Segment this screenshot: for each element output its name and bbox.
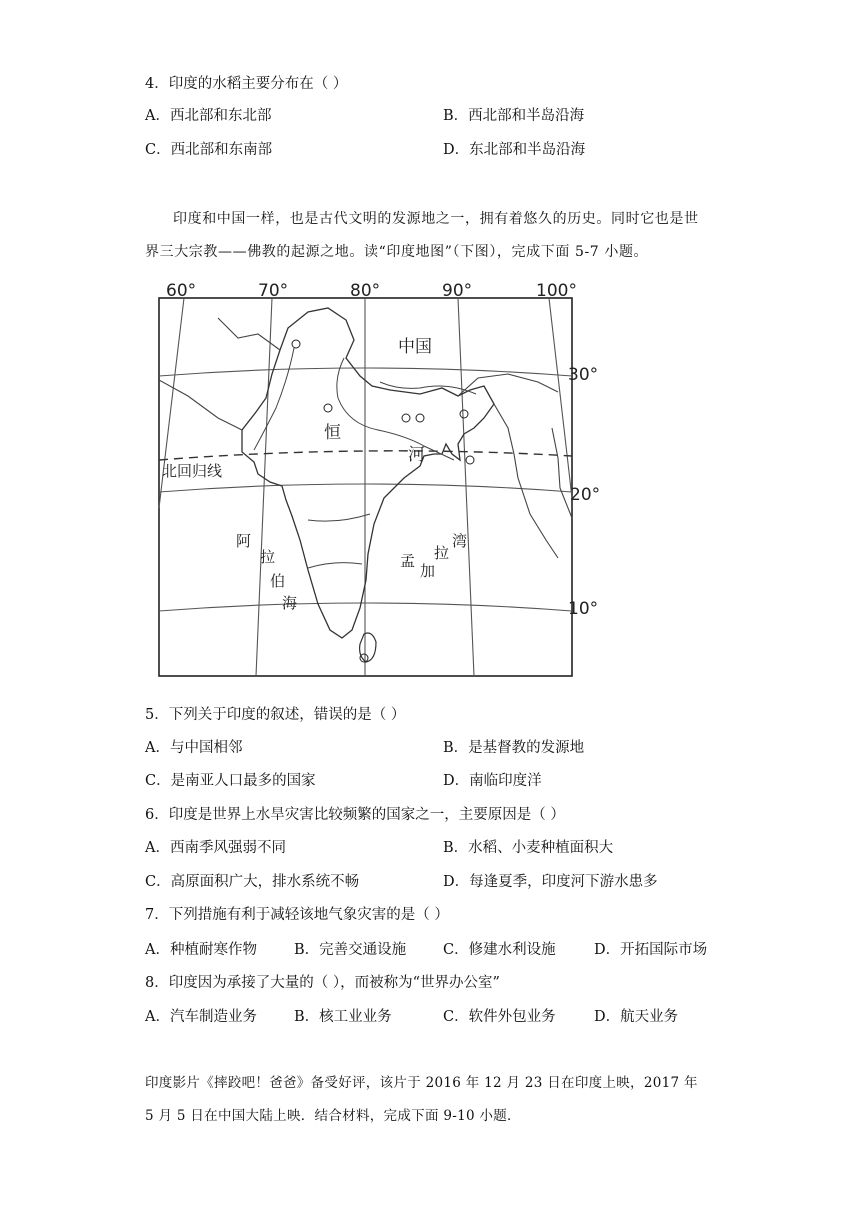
bay-of-bengal-char-4: 湾 <box>452 532 468 550</box>
question-7-stem: 7．下列措施有利于减轻该地气象灾害的是（ ） <box>145 907 449 923</box>
question-7-option-d[interactable]: D．开拓国际市场 <box>594 942 708 958</box>
intro-paragraph-9-10 <box>145 1067 725 1133</box>
lat-label-20: 20° <box>570 485 601 505</box>
question-4-stem: 4．印度的水稻主要分布在（ ） <box>145 76 348 92</box>
lon-label-90: 90° <box>442 281 473 301</box>
question-8-stem: 8．印度因为承接了大量的（ ），而被称为“世界办公室” <box>145 975 500 991</box>
arabian-sea-char-1: 阿 <box>236 532 252 550</box>
question-6-option-a[interactable]: A．西南季风强弱不同 <box>145 840 286 856</box>
question-4-option-d[interactable]: D．东北部和半岛沿海 <box>443 142 586 158</box>
question-5-option-b[interactable]: B．是基督教的发源地 <box>443 740 585 756</box>
question-6-stem: 6．印度是世界上水旱灾害比较频繁的国家之一，主要原因是（ ） <box>145 807 565 823</box>
question-6-option-c[interactable]: C．高原面积广大，排水系统不畅 <box>145 874 360 890</box>
question-5-stem: 5．下列关于印度的叙述，错误的是（ ） <box>145 707 406 723</box>
question-5-option-d[interactable]: D．南临印度洋 <box>443 773 542 789</box>
intro-9-10-line-1: 印度影片《摔跤吧！爸爸》备受好评，该片于 2016 年 12 月 23 日在印度上映，2017 年 <box>145 1075 698 1091</box>
question-4-option-c[interactable]: C．西北部和东南部 <box>145 142 273 158</box>
lon-label-70: 70° <box>258 281 289 301</box>
river-label-char-2: 河 <box>408 445 425 465</box>
question-7-option-c[interactable]: C．修建水利设施 <box>443 942 556 958</box>
lon-label-60: 60° <box>166 281 197 301</box>
latitude-labels <box>568 365 600 619</box>
question-6-option-b[interactable]: B．水稻、小麦种植面积大 <box>443 840 614 856</box>
bay-of-bengal-char-3: 拉 <box>434 544 450 562</box>
intro-paragraph-5-7 <box>145 203 725 269</box>
question-6-option-d[interactable]: D．每逢夏季，印度河下游水患多 <box>443 874 658 890</box>
question-5-option-c[interactable]: C．是南亚人口最多的国家 <box>145 773 316 789</box>
lat-label-30: 30° <box>568 365 599 385</box>
lon-label-100: 100° <box>536 281 577 301</box>
river-label-char-1: 恒 <box>324 423 341 443</box>
arabian-sea-char-2: 拉 <box>260 548 276 566</box>
country-label-china: 中国 <box>398 337 432 357</box>
lon-label-80: 80° <box>350 281 381 301</box>
question-8-option-a[interactable]: A．汽车制造业务 <box>145 1009 257 1025</box>
intro-5-7-line-1: 印度和中国一样，也是古代文明的发源地之一，拥有着悠久的历史。同时它也是世 <box>173 211 699 227</box>
tropic-label: 北回归线 <box>162 462 223 480</box>
bay-of-bengal-char-1: 孟 <box>400 552 416 570</box>
lat-label-10: 10° <box>568 599 599 619</box>
question-5-option-a[interactable]: A．与中国相邻 <box>145 740 243 756</box>
question-8-option-b[interactable]: B．核工业业务 <box>294 1009 392 1025</box>
question-8-option-c[interactable]: C．软件外包业务 <box>443 1009 556 1025</box>
arabian-sea-char-3: 伯 <box>270 572 286 590</box>
intro-5-7-line-2: 界三大宗教——佛教的起源之地。读“印度地图”（下图），完成下面 5-7 小题。 <box>145 244 649 260</box>
arabian-sea-char-4: 海 <box>282 594 298 612</box>
question-8-option-d[interactable]: D．航天业务 <box>594 1009 679 1025</box>
question-7-option-a[interactable]: A．种植耐寒作物 <box>145 942 257 958</box>
intro-9-10-line-2: 5 月 5 日在中国大陆上映．结合材料，完成下面 9-10 小题． <box>145 1108 521 1124</box>
question-7-option-b[interactable]: B．完善交通设施 <box>294 942 407 958</box>
question-4-option-a[interactable]: A．西北部和东北部 <box>145 108 272 124</box>
question-4-option-b[interactable]: B．西北部和半岛沿海 <box>443 108 585 124</box>
india-map <box>158 278 620 680</box>
bay-of-bengal-char-2: 加 <box>420 562 436 580</box>
